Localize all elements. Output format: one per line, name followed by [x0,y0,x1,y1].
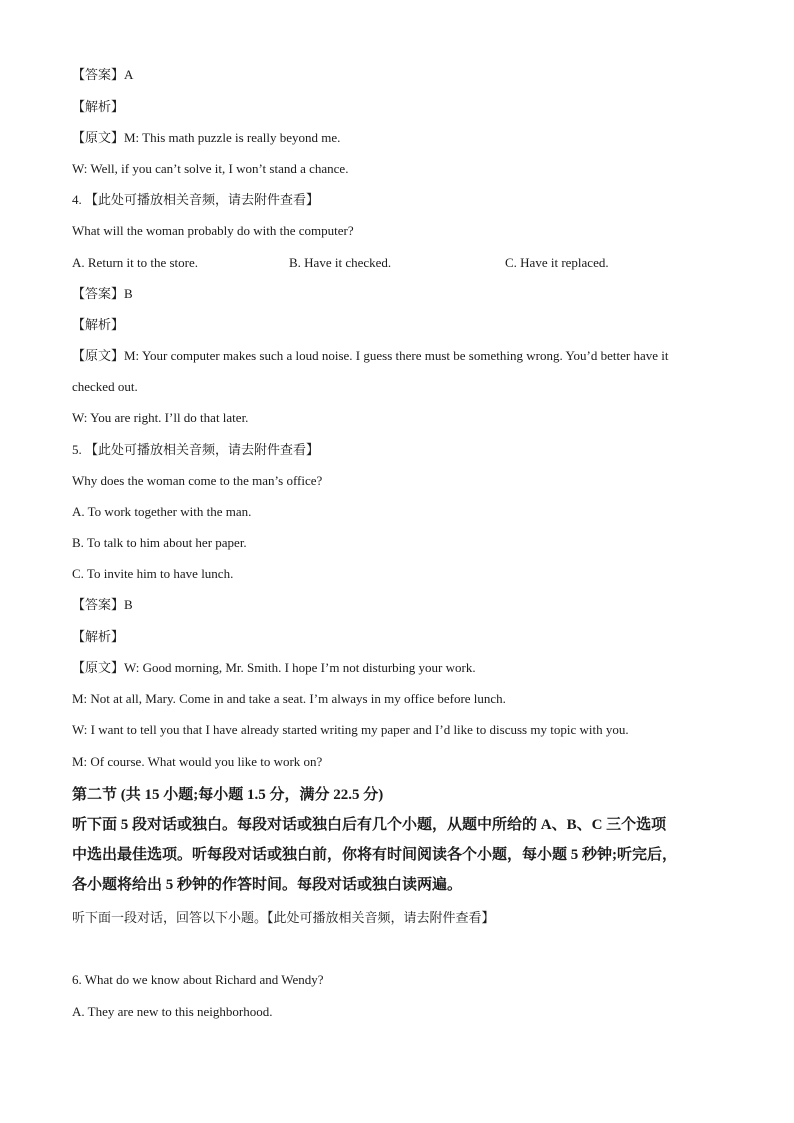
q4-transcript-line: W: You are right. I’ll do that later. [72,410,249,425]
q4-option-c: C. Have it replaced. [505,255,609,270]
section2-heading: 第二节 (共 15 小题;每小题 1.5 分，满分 22.5 分) [72,787,384,803]
q5-option-b: B. To talk to him about her paper. [72,535,247,550]
q5-transcript-line: M: Not at all, Mary. Come in and take a seat. I’m always in my office before lunch. [72,691,506,706]
q3-transcript-line: W: Well, if you can’t solve it, I won’t stand a chance. [72,161,349,176]
section2-instructions: 各小题将给出 5 秒钟的作答时间。每段对话或独白读两遍。 [72,877,463,893]
q3-answer: 【答案】A [72,67,134,82]
q4-analysis-label: 【解析】 [72,317,125,332]
q3-analysis-label: 【解析】 [72,99,125,114]
q5-transcript-line: W: I want to tell you that I have already started writing my paper and I’d like to discuss my topic with you. [72,722,629,737]
q5-answer: 【答案】B [72,597,133,612]
q4-question: What will the woman probably do with the computer? [72,223,354,238]
q5-transcript-line: 【原文】W: Good morning, Mr. Smith. I hope I’m not disturbing your work. [72,660,476,675]
q5-transcript-line: M: Of course. What would you like to work on? [72,754,323,769]
section2-listen-prompt: 听下面一段对话，回答以下小题。【此处可播放相关音频，请去附件查看】 [72,910,495,925]
q5-option-c: C. To invite him to have lunch. [72,566,234,581]
q6-option-a: A. They are new to this neighborhood. [72,1004,273,1019]
q6-question: 6. What do we know about Richard and Wendy? [72,972,324,987]
section2-instructions: 中选出最佳选项。听每段对话或独白前，你将有时间阅读各个小题，每小题 5 秒钟;听完后， [72,847,677,863]
section2-instructions: 听下面 5 段对话或独白。每段对话或独白后有几个小题，从题中所给的 A、B、C 三个选项 [72,817,667,833]
q5-option-a: A. To work together with the man. [72,504,252,519]
q4-option-b: B. Have it checked. [289,255,392,270]
q4-answer: 【答案】B [72,286,133,301]
q5-analysis-label: 【解析】 [72,629,125,644]
q4-audio-prompt: 4. 【此处可播放相关音频，请去附件查看】 [72,192,320,207]
q3-transcript-line: 【原文】M: This math puzzle is really beyond me. [72,130,341,145]
q5-audio-prompt: 5. 【此处可播放相关音频，请去附件查看】 [72,442,320,457]
q4-option-a: A. Return it to the store. [72,255,199,270]
q4-transcript-line: 【原文】M: Your computer makes such a loud noise. I guess there must be something wrong. You’d better have it [72,348,669,363]
q4-transcript-line: checked out. [72,379,138,394]
q5-question: Why does the woman come to the man’s office? [72,473,323,488]
